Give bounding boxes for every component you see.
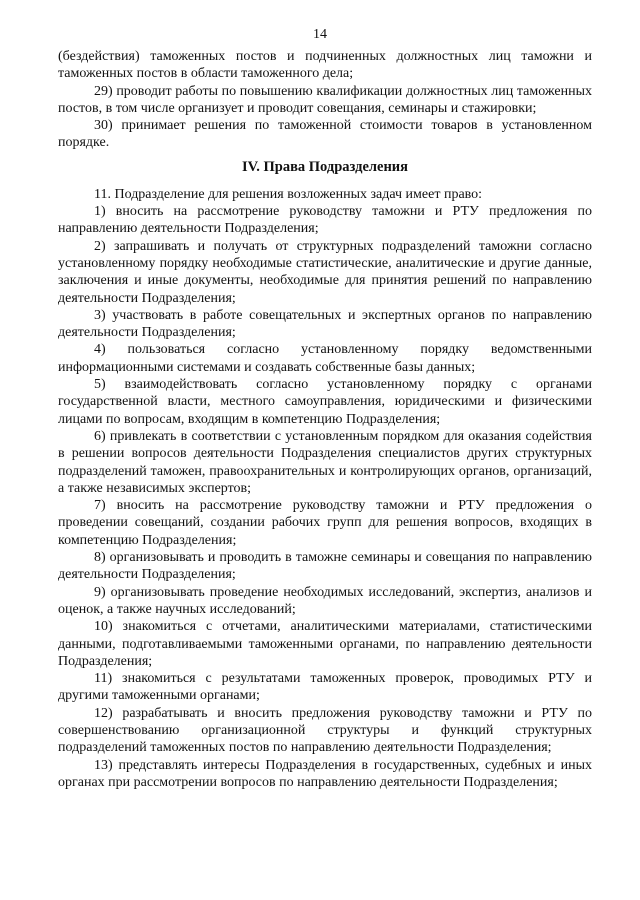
list-item: 1) вносить на рассмотрение руководству таможни и РТУ предложения по направлению деятельности Подразделения; — [58, 204, 592, 237]
list-item: 3) участвовать в работе совещательных и экспертных органов по направлению деятельности Подразделения; — [58, 307, 592, 341]
list-item: 13) представлять интересы Подразделения в государственных, судебных и иных органах при рассмотрении вопросов по направлению деятельности Подразделения; — [58, 757, 592, 790]
list-item: 10) знакомиться с отчетами, аналитическими материалами, статистическими данными, подготавливаемыми таможенными органами, по направлению деятельности Подразделения; — [58, 619, 592, 669]
paragraph: 29) проводит работы по повышению квалификации должностных лиц таможенных постов, в том числе организует и проводит совещания, семинары и стажировки; — [58, 83, 592, 116]
list-item: 8) организовывать и проводить в таможне семинары и совещания по направлению деятельности Подразделения; — [58, 550, 592, 583]
list-item: 4) пользоваться согласно установленному порядку ведомственными информационными системами и создавать собственные базы данных; — [58, 342, 592, 375]
list-item: 2) запрашивать и получать от структурных подразделений таможни согласно установленному порядку необходимые статистические, аналитические и другие данные, заключения и иные документы, необходимые для принятия решений по направлению деятельности Подразделения; — [58, 238, 592, 306]
list-item: 6) привлекать в соответствии с установленным порядком для оказания содействия в решении вопросов деятельности Подразделения специалистов других структурных подразделений таможен, правоохранительных и контролирующих органов, организаций, а также независимых экспертов; — [58, 428, 592, 496]
document-body — [58, 48, 592, 791]
list-item: 7) вносить на рассмотрение руководству таможни и РТУ предложения о проведении совещаний, создании рабочих групп для решения вопросов, входящих в компетенцию Подразделения; — [58, 498, 592, 548]
page-number: 14 — [313, 27, 327, 42]
paragraph: 30) принимает решения по таможенной стоимости товаров в установленном порядке. — [58, 118, 592, 151]
paragraph: (бездействия) таможенных постов и подчиненных должностных лиц таможни и таможенных постов в области таможенного дела; — [58, 49, 592, 82]
list-item: 9) организовывать проведение необходимых исследований, экспертиз, анализов и оценок, а также научных исследований; — [58, 584, 592, 617]
section-intro: 11. Подразделение для решения возложенных задач имеет право: — [94, 186, 483, 202]
list-item: 12) разрабатывать и вносить предложения руководству таможни и РТУ по совершенствованию организационной структуры и функций структурных подразделений таможенных постов по направлению деятельности Подразделения; — [58, 705, 592, 756]
list-item: 11) знакомиться с результатами таможенных проверок, проводимых РТУ и другими таможенными органами; — [58, 671, 592, 704]
list-item: 5) взаимодействовать согласно установленному порядку с органами государственной власти, местного самоуправления, юридическими и физическими лицами по вопросам, входящим в компетенцию Подразделения; — [58, 377, 592, 427]
section-heading: IV. Права Подразделения — [241, 158, 408, 175]
